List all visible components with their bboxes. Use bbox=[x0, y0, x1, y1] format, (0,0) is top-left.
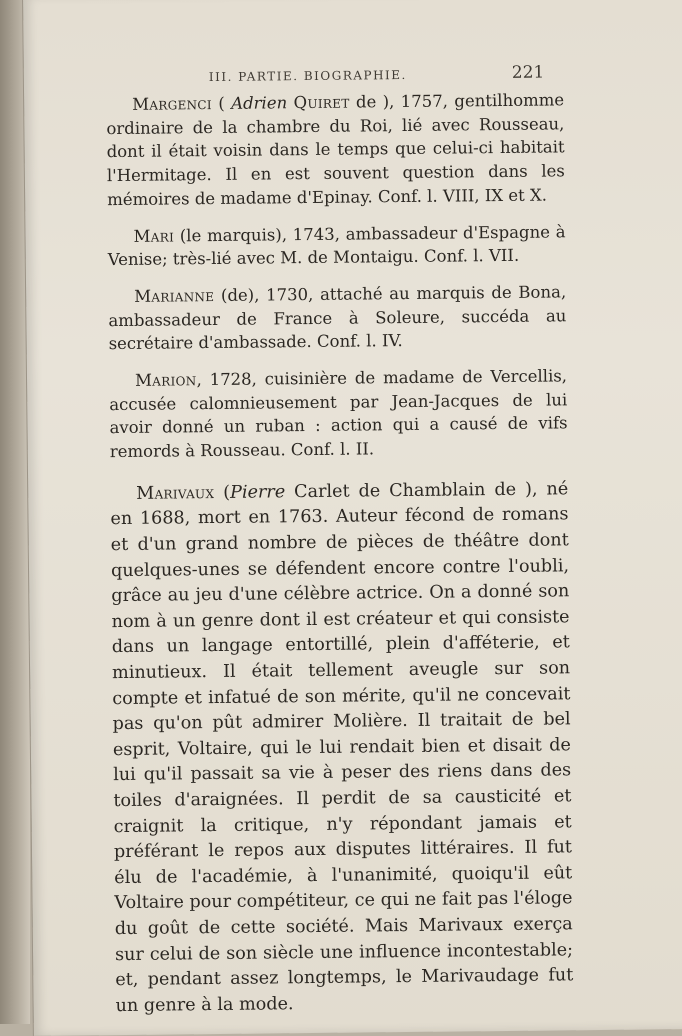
page-number: 221 bbox=[511, 62, 545, 83]
entry-given-name: Adrien bbox=[231, 93, 288, 113]
entry-marion bbox=[109, 364, 568, 464]
entry-margenci bbox=[106, 88, 565, 211]
entry-body: , 1728, cuisinière de madame de Vercellis, accusée calomnieusement par Jean-Jacques de lui avoir donné un ruban : action qui a causé de vifs remords à Rousseau. Conf. l. II. bbox=[109, 366, 568, 462]
entry-paren: ( bbox=[211, 93, 232, 114]
entry-surname: Quiret bbox=[293, 92, 350, 113]
entry-body: de ), 1757, gentilhomme ordinaire de la chambre du Roi, lié avec Rousseau, dont il était voisin dans le temps que celui-ci habitait l'Hermitage. Il en est souvent question dans les mémoires de madame d'Epinay. Conf. l. VIII, IX et X. bbox=[106, 90, 565, 209]
entry-marianne bbox=[108, 280, 567, 356]
page-text bbox=[106, 88, 574, 1032]
entry-mari bbox=[107, 220, 565, 272]
entry-name: Mari bbox=[133, 225, 175, 246]
entry-name: Marivaux bbox=[136, 482, 215, 504]
entry-body: (le marquis), 1743, ambassadeur d'Espagne à Venise; très-lié avec M. de Montaigu. Conf. l. VII. bbox=[107, 221, 566, 270]
entry-marivaux bbox=[110, 477, 574, 1019]
entry-paren: ( bbox=[214, 482, 231, 503]
entry-body: Carlet de Chamblain de ), né en 1688, mort en 1763. Auteur fécond de romans et d'un grand nombre de pièces de théâtre dont quelques-unes se défendent encore contre l'oubli, grâce au jeu d'une célèbre actrice. On a donné son nom à un genre dont il est créateur et qui consiste dans un langage entortillé, plein d'afféterie, et minutieux. Il était tellement aveugle sur son compte et infatué de son mérite, qu'il ne concevait pas qu'on pût admirer Molière. Il traitait de bel esprit, Voltaire, qui le lui rendait bien et disait de lui qu'il passait sa vie à peser des riens dans des toiles d'araignées. Il perdit de sa causticité et craignit la critique, n'y répondant jamais et préférant le repos aux disputes littéraires. Il fut élu de l'académie, à l'unanimité, quoiqu'il eût Voltaire pour compétiteur, ce qui ne fait pas l'éloge du goût de cette société. Mais Marivaux exerça sur celui de son siècle une influence incontestable; et, pendant assez longtemps, le Marivaudage fut un genre à la mode. bbox=[110, 479, 574, 1016]
running-head: III. PARTIE. BIOGRAPHIE. bbox=[208, 67, 407, 85]
page-header bbox=[24, 61, 682, 92]
entry-name: Marianne bbox=[134, 285, 215, 306]
book-page bbox=[22, 0, 682, 1036]
entry-body: (de), 1730, attaché au marquis de Bona, ambassadeur de France à Soleure, succéda au secrétaire d'ambassade. Conf. l. IV. bbox=[108, 282, 567, 354]
entry-name: Margenci bbox=[132, 94, 213, 114]
entry-name: Marion bbox=[134, 370, 197, 390]
entry-given-name: Pierre bbox=[229, 482, 286, 503]
